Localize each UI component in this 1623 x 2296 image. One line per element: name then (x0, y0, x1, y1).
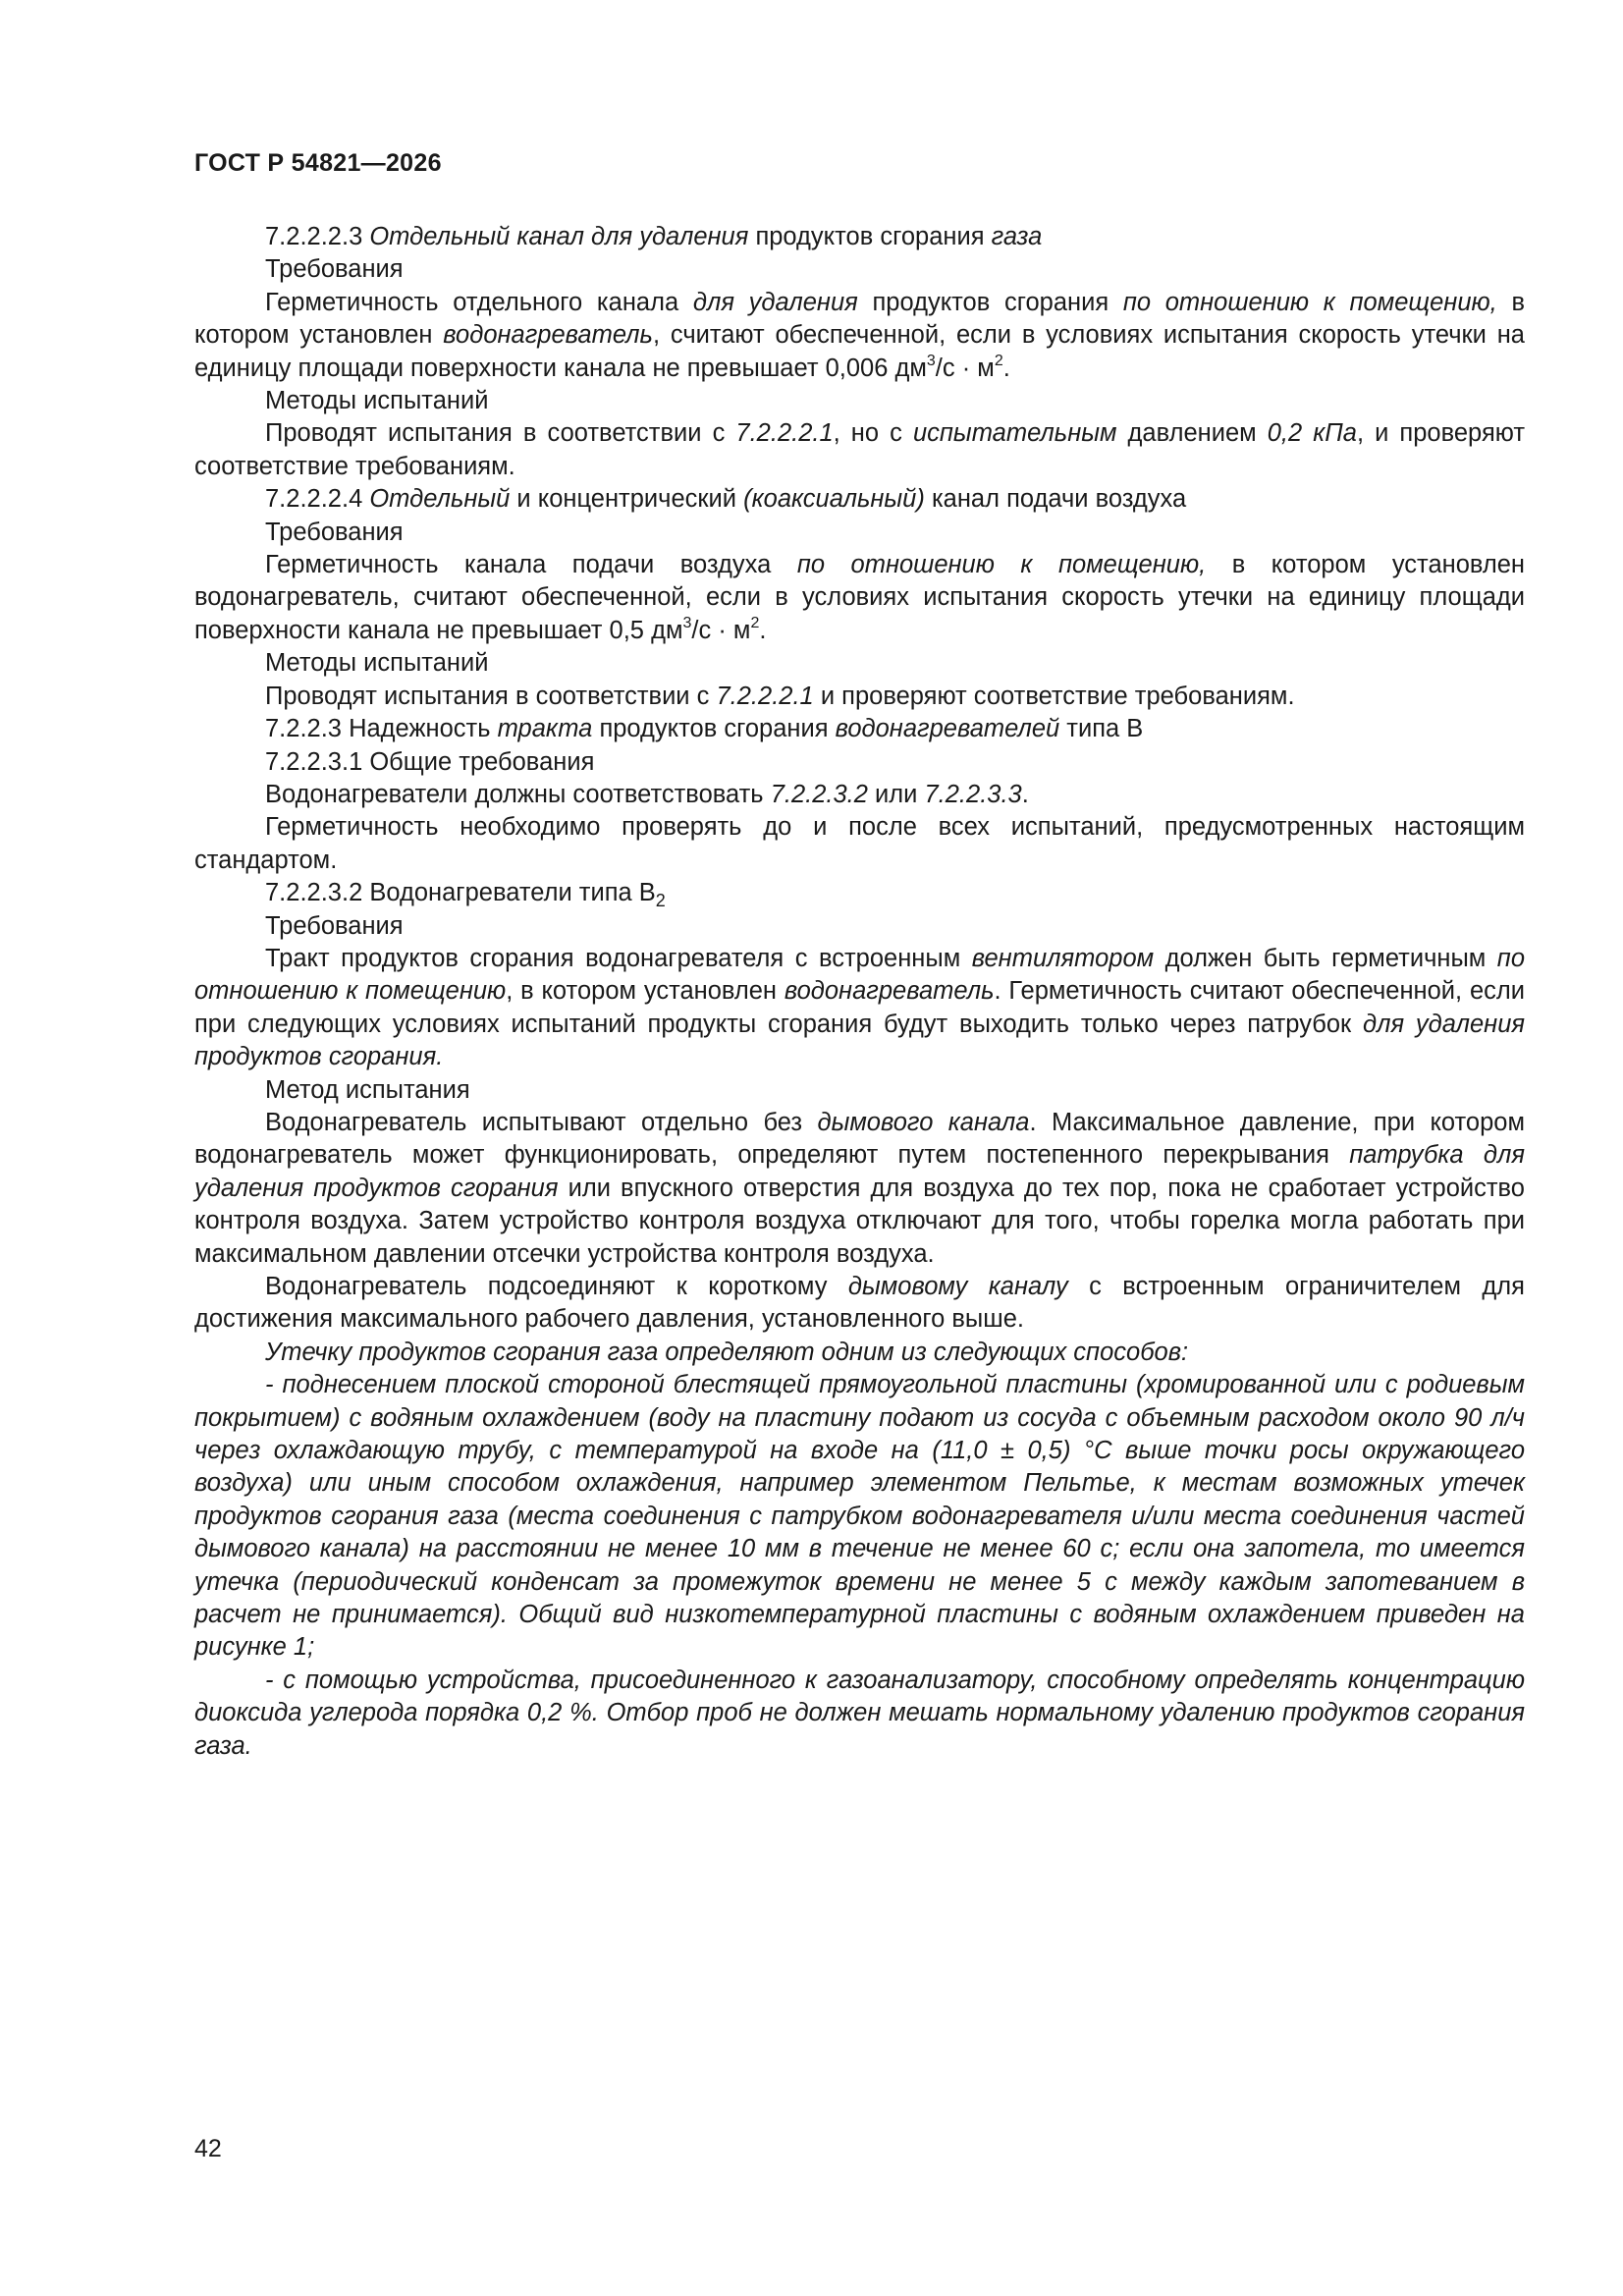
text-run: Герметичность необходимо проверять до и после всех испытаний, предусмотренных настоящим стандартом. (194, 813, 1525, 874)
italic-text: - поднесением плоской стороной блестящей прямоугольной пластины (хромированной или с родиевым покрытием) с водяным охлаждением (воду на пластину подают из сосуда с объемным расходом около 90 л/ч через охлаждающую трубу, с температурой на входе на (11,0 ± 0,5) °С выше точки росы окружающего воздуха) или иным способом охлаждения, например элементом Пельтье, к местам возможных утечек продуктов сгорания газа (места соединения с патрубком водонагревателя и/или места соединения частей дымового канала) на расстоянии не менее 10 мм в течение не менее 60 с; если она запотела, то имеется утечка (периодический конденсат за промежуток времени не менее 5 с между каждым запотеванием в расчет не принимается). Общий вид низкотемпературной пластины с водяным охлаждением приведен на рисунке 1; (194, 1371, 1525, 1662)
text-run: в котором установлен (194, 288, 1526, 350)
text-run: Водонагреватель подсоединяют к короткому (265, 1273, 848, 1300)
italic-text: по отношению к помещению, (1122, 288, 1497, 316)
text-run: Требования (265, 518, 404, 546)
text-run: типа В (1059, 715, 1144, 743)
text-run: /с · м (691, 616, 751, 644)
text-run: Проводят испытания в соответствии с (265, 682, 717, 710)
italic-text: водонагревателей (835, 715, 1060, 743)
text-run: 7.2.2.3.2 Водонагреватели типа В (265, 879, 656, 907)
italic-text: 7.2.2.3.3 (924, 780, 1022, 808)
text-run: и проверяют соответствие требованиям. (813, 682, 1295, 710)
paragraph (194, 287, 1525, 385)
italic-text: 7.2.2.2.1 (716, 682, 814, 710)
text-run: продуктов сгорания (592, 715, 836, 743)
paragraph (194, 1074, 1525, 1107)
text-run: Методы испытаний (265, 387, 489, 415)
text-run: 7.2.2.3.1 Общие требования (265, 747, 595, 776)
text-run: 7.2.2.2.3 (265, 223, 370, 250)
italic-text: дымовому каналу (847, 1273, 1068, 1300)
italic-text: по отношению к помещению (194, 944, 1526, 1006)
paragraph (194, 746, 1525, 779)
italic-text: газа (991, 223, 1043, 250)
text-run: Герметичность канала подачи воздуха (265, 551, 797, 579)
italic-text: Отдельный канал для удаления (369, 223, 749, 250)
text-run: Водонагреватель испытывают отдельно без (265, 1108, 818, 1136)
italic-text: Отдельный (369, 485, 511, 514)
paragraph (194, 549, 1525, 647)
paragraph (194, 483, 1525, 516)
text-run: Тракт продуктов сгорания водонагревателя с встроенным (265, 944, 972, 972)
text-run: Требования (265, 255, 404, 284)
paragraph (194, 221, 1525, 253)
text-run: Проводят испытания в соответствии с (265, 419, 736, 448)
italic-text: водонагреватель (784, 977, 995, 1006)
paragraph (194, 1107, 1525, 1271)
superscript: 2 (994, 352, 1003, 369)
text-run: в котором установлен водонагреватель, считают обеспеченной, если в условиях испытания скорость утечки на единицу площади поверхности канала не превышает 0,5 дм (194, 551, 1525, 644)
paragraph (194, 681, 1525, 713)
italic-text: по отношению к помещению, (796, 551, 1207, 579)
paragraph (194, 1369, 1525, 1665)
italic-text: Утечку продуктов сгорания газа определяют одним из следующих способов: (265, 1338, 1189, 1366)
italic-text: патрубка для удаления продуктов сгорания (194, 1141, 1525, 1202)
text-run: 7.2.2.3 Надежность (265, 715, 498, 743)
text-run: или впускного отверстия для воздуха до тех пор, пока не сработает устройство контроля воздуха. Затем устройство контроля воздуха отключают для того, чтобы горелка могла работать при максимальном давлении отсечки устройства контроля воздуха. (194, 1174, 1525, 1268)
text-run: и концентрический (510, 485, 744, 514)
page-number: 42 (194, 2135, 222, 2162)
text-run: Герметичность отдельного канала (265, 288, 693, 316)
text-run: или (867, 780, 925, 808)
italic-text: - с помощью устройства, присоединенного к газоанализатору, способному определять концентрацию диоксида углерода порядка 0,2 %. Отбор проб не должен мешать нормальному удалению продуктов сгорания газа. (194, 1666, 1525, 1760)
text-run: давлением (1116, 419, 1268, 448)
superscript: 3 (682, 614, 692, 631)
subscript: 2 (655, 891, 666, 911)
document-header: ГОСТ Р 54821—2026 (194, 149, 442, 177)
text-run: . Герметичность считают обеспеченной, если при следующих условиях испытаний продукты сгорания будут выходить только через патрубок (194, 977, 1525, 1038)
italic-text: для удаления продуктов сгорания. (194, 1010, 1525, 1071)
text-run: Водонагреватели должны соответствовать (265, 780, 771, 808)
italic-text: вентилятором (971, 944, 1155, 972)
paragraph (194, 385, 1525, 417)
text-run: должен быть герметичным (1154, 944, 1497, 972)
paragraph (194, 1337, 1525, 1369)
text-run: . Максимальное давление, при котором водонагреватель может функционировать, определяют путем постепенного перекрывания (194, 1108, 1525, 1170)
text-run: . (1021, 780, 1029, 808)
text-run: , в котором установлен (506, 977, 784, 1006)
text-run: , и проверяют соответствие требованиям. (194, 419, 1525, 480)
paragraph (194, 647, 1525, 680)
paragraph (194, 943, 1525, 1074)
italic-text: дымового канала (817, 1108, 1030, 1136)
italic-text: испытательным (912, 419, 1117, 448)
text-run: . (759, 616, 767, 644)
paragraph (194, 713, 1525, 745)
italic-text: 7.2.2.3.2 (770, 780, 868, 808)
text-run: Требования (265, 911, 404, 940)
paragraph (194, 253, 1525, 286)
superscript: 3 (926, 352, 936, 369)
text-run: /с · м (935, 354, 995, 382)
document-body (194, 221, 1525, 1763)
text-run: 7.2.2.2.4 (265, 485, 370, 514)
italic-text: для удаления (692, 288, 858, 316)
superscript: 2 (750, 614, 760, 631)
paragraph (194, 417, 1525, 483)
italic-text: (коаксиальный) (743, 485, 925, 514)
text-run: , считают обеспеченной, если в условиях испытания скорость утечки на единицу площади поверхности канала не превышает 0,006 дм (194, 321, 1525, 382)
text-run: . (1002, 354, 1010, 382)
paragraph (194, 877, 1525, 909)
paragraph (194, 1271, 1525, 1337)
text-run: продуктов сгорания (857, 288, 1123, 316)
text-run: Методы испытаний (265, 649, 489, 678)
paragraph (194, 1665, 1525, 1763)
text-run: , но с (833, 419, 913, 448)
text-run: с встроенным ограничителем для достижения максимального рабочего давления, установленного выше. (194, 1273, 1525, 1334)
paragraph (194, 517, 1525, 549)
text-run: продуктов сгорания (748, 223, 992, 250)
paragraph (194, 811, 1525, 877)
paragraph (194, 910, 1525, 943)
italic-text: 0,2 кПа (1267, 419, 1357, 448)
italic-text: тракта (497, 715, 593, 743)
text-run: Метод испытания (265, 1075, 470, 1104)
text-run: канал подачи воздуха (924, 485, 1187, 514)
italic-text: 7.2.2.2.1 (735, 419, 834, 448)
italic-text: водонагреватель (443, 321, 653, 350)
paragraph (194, 779, 1525, 811)
